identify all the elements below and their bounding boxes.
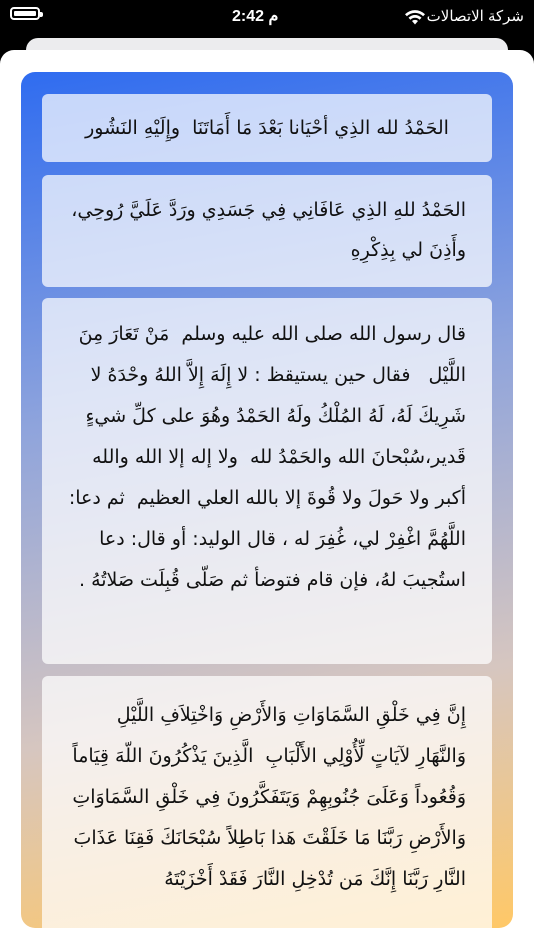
duas-scroll-panel[interactable] xyxy=(21,72,513,928)
dua-card xyxy=(42,94,492,162)
dua-card xyxy=(42,175,492,287)
dua-card xyxy=(42,298,492,664)
dua-card xyxy=(42,676,492,928)
dua-text: الحَمْدُ لله الذِي أحْيَانا بَعْدَ مَا أَمَاتَنَا وإِلَيْهِ النَشُور xyxy=(85,117,449,139)
carrier-name: شركة الاتصالات xyxy=(426,8,524,25)
wifi-icon xyxy=(403,8,427,26)
dua-text: الحَمْدُ للهِ الذِي عَافَانِي فِي جَسَدِي ورَدَّ عَلَيَّ رُوحِي، وأَذِنَ لي بِذِكْرِهِ xyxy=(65,199,466,261)
battery-icon xyxy=(10,7,40,20)
status-time: 2:42 م xyxy=(232,8,279,25)
dua-text: إِنَّ فِي خَلْقِ السَّمَاوَاتِ وَالأَرْضِ وَاخْتِلاَفِ اللَّيْلِ وَالنَّهَارِ لآيَاتٍ لِّأُوْلِي الأَلْبَابِ الَّذِينَ يَذْكُرُونَ اللّهَ قِيَاماً وَقُعُوداً وَعَلَىَ جُنُوبِهِمْ وَيَتَفَكَّرُونَ فِي خَلْقِ السَّمَاوَاتِ وَالأَرْضِ رَبَّنَا مَا خَلَقْتَ هَذا بَاطِلاً سُبْحَانَكَ فَقِنَا عَذَابَ النَّارِ رَبَّنَا إِنَّكَ مَن تُدْخِلِ النَّارَ فَقَدْ أَخْزَيْتَهُ xyxy=(66,704,466,890)
status-bar xyxy=(0,0,534,32)
dua-text: قال رسول الله صلى الله عليه وسلم مَنْ تَعَارَ مِنَ اللَّيْل فقال حين يستيقظ : لا إِلَهَ إِلاَّ اللهُ وحْدَهُ لا شَرِيكَ لَهُ، لَهُ المُلْكُ ولَهُ الحَمْدُ وهُوَ على كلِّ شيءٍ قَدير،سُبْحانَ الله والحَمْدُ لله ولا إله إلا الله والله أكبر ولا حَولَ ولا قُوةَ إلا بالله العلي العظيم ثم دعا: اللَّهُمَّ اغْفِرْ لي، غُفِرَ له ، قال الوليد: أو قال: دعا استُجيبَ لهُ، فإن قام فتوضأ ثم صَلّى قُبِلَت صَلاتُهُ . xyxy=(56,323,466,591)
